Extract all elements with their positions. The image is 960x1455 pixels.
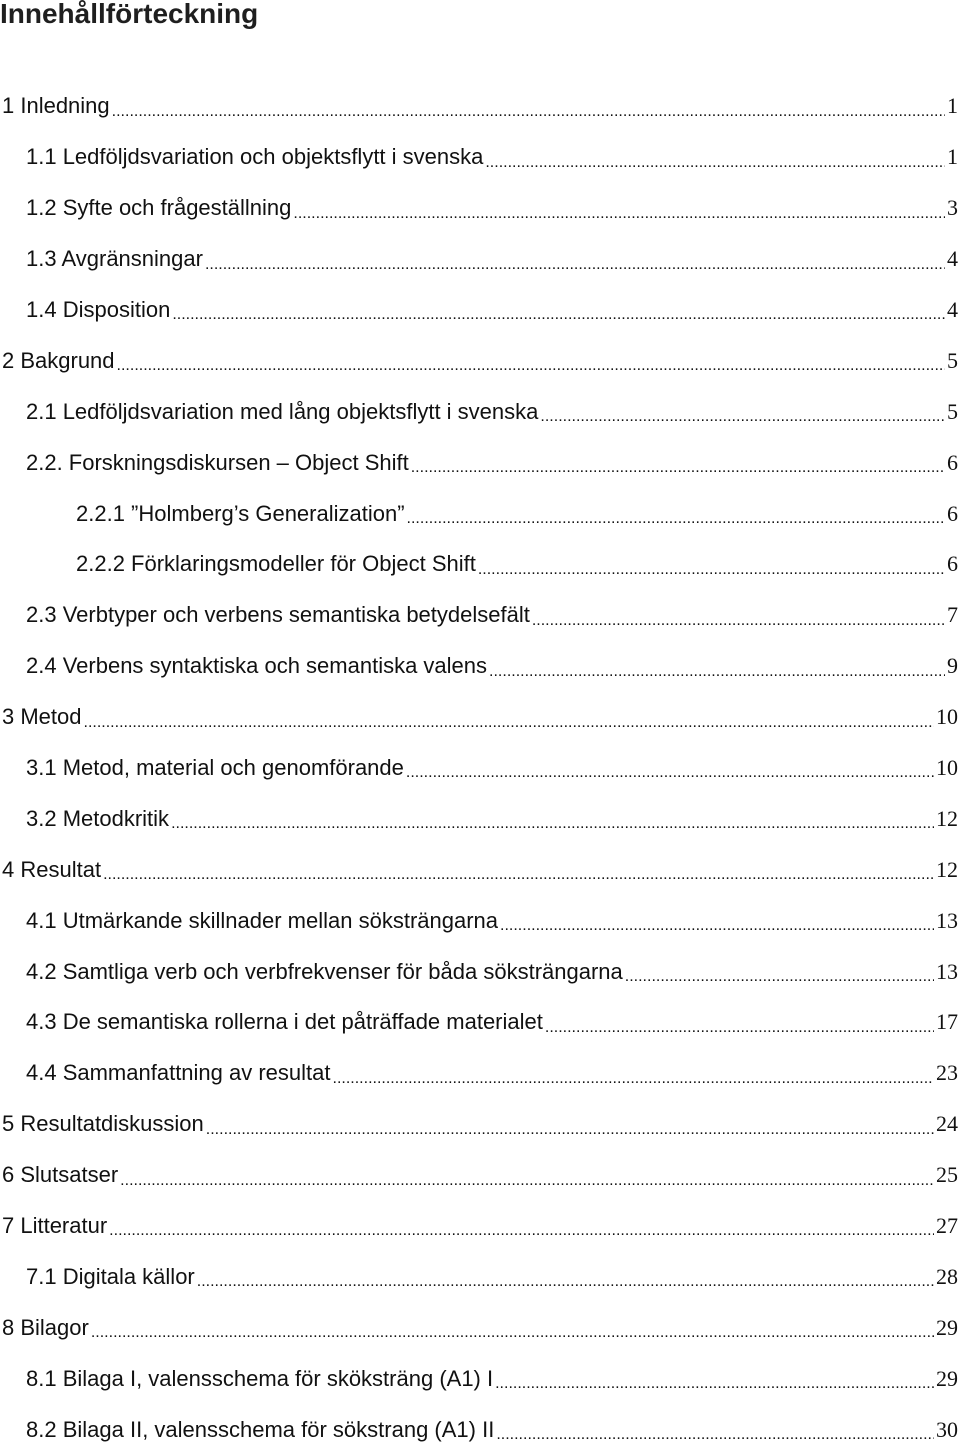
- toc-entry[interactable]: [0, 132, 960, 183]
- toc-entry[interactable]: [0, 1353, 960, 1404]
- toc-entry[interactable]: [0, 386, 960, 437]
- dot-leader: [112, 105, 945, 132]
- dot-leader: [545, 1021, 934, 1048]
- toc-page-number: 24: [936, 1111, 958, 1137]
- toc-entry[interactable]: [0, 1251, 960, 1302]
- dot-leader: [117, 359, 945, 386]
- toc-entry-label: 4.2 Samtliga verb och verbfrekvenser för båda söksträngarna: [26, 958, 623, 984]
- toc-page-number: 10: [936, 704, 958, 730]
- toc-entry-label: 8.1 Bilaga I, valensschema för sköksträng (A1) I: [26, 1365, 494, 1391]
- toc-page-number: 10: [936, 755, 958, 781]
- toc-entry-label: 3.2 Metodkritik: [26, 805, 170, 831]
- toc-page-number: 3: [947, 195, 958, 221]
- dot-leader: [171, 817, 934, 844]
- toc-entry[interactable]: [0, 590, 960, 641]
- toc-entry-label: 1.3 Avgränsningar: [26, 246, 203, 272]
- dot-leader: [120, 1174, 934, 1201]
- toc-page-number: 1: [947, 144, 958, 170]
- dot-leader: [478, 563, 945, 590]
- dot-leader: [407, 512, 945, 539]
- toc-entry-label: 2.3 Verbtyper och verbens semantiska betydelsefält: [26, 602, 530, 628]
- toc-entry[interactable]: [0, 946, 960, 997]
- toc-entry-label: 2.2.2 Förklaringsmodeller för Object Shift: [76, 551, 476, 577]
- toc-page-number: 5: [947, 398, 958, 424]
- toc-page-number: 4: [947, 246, 958, 272]
- toc-entry-label: 1 Inledning: [2, 93, 110, 119]
- toc-page-number: 28: [936, 1263, 958, 1289]
- toc-entry-label: 2 Bakgrund: [2, 347, 115, 373]
- dot-leader: [293, 207, 945, 234]
- toc-page-number: 6: [947, 449, 958, 475]
- dot-leader: [540, 410, 945, 437]
- toc-entry-label: 4.1 Utmärkande skillnader mellan söksträngarna: [26, 907, 499, 933]
- toc-page-number: 29: [936, 1365, 958, 1391]
- toc-entry[interactable]: [0, 997, 960, 1048]
- toc-entry-label: 2.2.1 ”Holmberg’s Generalization”: [76, 500, 405, 526]
- dot-leader: [172, 308, 945, 335]
- toc-entry[interactable]: [0, 641, 960, 692]
- toc-entry[interactable]: [0, 488, 960, 539]
- dot-leader: [406, 766, 934, 793]
- toc-entry[interactable]: [0, 539, 960, 590]
- page-title: Innehållförteckning: [0, 0, 259, 29]
- toc-entry-label: 4.3 De semantiska rollerna i det påträffade materialet: [26, 1009, 543, 1035]
- toc-page-number: 25: [936, 1162, 958, 1188]
- toc-page-number: 30: [936, 1416, 958, 1442]
- toc-entry-label: 7 Litteratur: [2, 1213, 108, 1239]
- toc-entry-label: 3.1 Metod, material och genomförande: [26, 755, 404, 781]
- toc-page-number: 1: [947, 93, 958, 119]
- toc-entry-label: 2.4 Verbens syntaktiska och semantiska valens: [26, 653, 488, 679]
- toc-entry-label: 5 Resultatdiskussion: [2, 1111, 204, 1137]
- toc-entry[interactable]: [0, 1302, 960, 1353]
- toc-entry-label: 4 Resultat: [2, 856, 102, 882]
- dot-leader: [333, 1072, 935, 1099]
- toc-entry[interactable]: [0, 844, 960, 895]
- toc-page-number: 12: [936, 856, 958, 882]
- toc-page-number: 13: [936, 958, 958, 984]
- toc-entry[interactable]: [0, 1150, 960, 1201]
- dot-leader: [205, 258, 945, 285]
- toc-page-number: 6: [947, 551, 958, 577]
- toc-entry[interactable]: [0, 895, 960, 946]
- toc-entry[interactable]: [0, 285, 960, 336]
- toc-page-number: 6: [947, 500, 958, 526]
- toc-page-number: 13: [936, 907, 958, 933]
- toc-entry[interactable]: [0, 1099, 960, 1150]
- dot-leader: [500, 919, 934, 946]
- toc-entry[interactable]: [0, 743, 960, 794]
- toc-entry-label: 8.2 Bilaga II, valensschema för sökstrang (A1) II: [26, 1416, 495, 1442]
- toc-page-number: 17: [936, 1009, 958, 1035]
- dot-leader: [103, 868, 934, 895]
- dot-leader: [495, 1377, 934, 1404]
- dot-leader: [485, 156, 945, 183]
- dot-leader: [625, 970, 934, 997]
- toc-entry[interactable]: [0, 1048, 960, 1099]
- toc-page-number: 23: [936, 1060, 958, 1086]
- dot-leader: [489, 665, 945, 692]
- toc-page-number: 4: [947, 297, 958, 322]
- dot-leader: [84, 716, 935, 743]
- dot-leader: [197, 1275, 934, 1302]
- toc-entry-label: 1.4 Disposition: [26, 297, 171, 322]
- toc-entry[interactable]: [0, 1404, 960, 1455]
- toc-entry-label: 3 Metod: [2, 704, 82, 730]
- toc-entry-label: 4.4 Sammanfattning av resultat: [26, 1060, 331, 1086]
- toc-entry-label: 1.2 Syfte och frågeställning: [26, 195, 292, 221]
- toc-entry-label: 2.2. Forskningsdiskursen – Object Shift: [26, 449, 409, 475]
- dot-leader: [496, 1428, 934, 1455]
- toc-page-number: 12: [936, 805, 958, 831]
- dot-leader: [206, 1123, 934, 1150]
- toc-page-number: 7: [947, 602, 958, 628]
- toc-entry[interactable]: [0, 234, 960, 285]
- dot-leader: [532, 614, 945, 641]
- toc-entry[interactable]: [0, 692, 960, 743]
- toc-entry[interactable]: [0, 1201, 960, 1252]
- toc-page-number: 9: [947, 653, 958, 679]
- dot-leader: [411, 461, 945, 488]
- toc-entry[interactable]: [0, 793, 960, 844]
- toc-entry-label: 2.1 Ledföljdsvariation med lång objektsflytt i svenska: [26, 398, 539, 424]
- toc-entry-label: 8 Bilagor: [2, 1314, 89, 1340]
- table-of-contents: [0, 81, 960, 1455]
- toc-entry[interactable]: [0, 183, 960, 234]
- toc-page-number: 29: [936, 1314, 958, 1340]
- dot-leader: [109, 1224, 934, 1251]
- dot-leader: [91, 1326, 934, 1353]
- toc-entry-label: 1.1 Ledföljdsvariation och objektsflytt i svenska: [26, 144, 484, 170]
- toc-entry-label: 6 Slutsatser: [2, 1162, 119, 1188]
- toc-entry[interactable]: [0, 81, 960, 132]
- toc-page-number: 5: [947, 347, 958, 373]
- toc-entry[interactable]: [0, 437, 960, 488]
- toc-page-number: 27: [936, 1213, 958, 1239]
- toc-entry-label: 7.1 Digitala källor: [26, 1263, 195, 1289]
- toc-entry[interactable]: [0, 335, 960, 386]
